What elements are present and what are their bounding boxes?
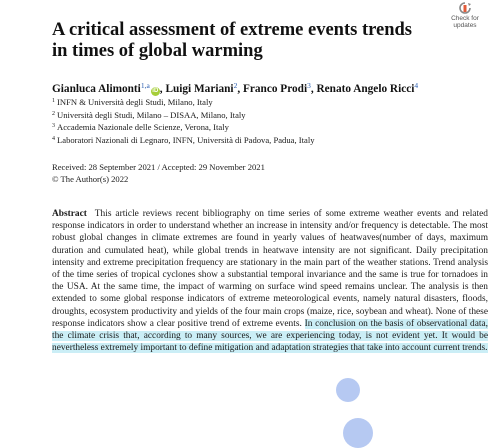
annotation-cursor-blob xyxy=(336,378,360,402)
affiliation-text: Università degli Studi, Milano – DISAA, Milano, Italy xyxy=(57,109,246,120)
affiliation-item xyxy=(52,121,315,134)
check-for-updates-badge[interactable] xyxy=(446,2,484,28)
affiliation-text: Laboratori Nazionali di Legnaro, INFN, Università di Padova, Padua, Italy xyxy=(57,134,315,145)
author-affil-ref[interactable]: 4 xyxy=(414,81,419,90)
abstract-highlighted-text[interactable]: In conclusion on the basis of observational data, the climate crisis that, according to many sources, we are experiencing today, is not evident yet. It would be nevertheless extremely important to define mitigation and adaptation strategies that take into account current trends. xyxy=(52,318,489,354)
orcid-icon[interactable]: iD xyxy=(152,88,159,94)
publication-dates xyxy=(52,162,265,185)
affiliation-item xyxy=(52,109,315,122)
affiliation-item xyxy=(52,96,315,109)
abstract-label: Abstract xyxy=(52,209,87,219)
author-name[interactable]: Renato Angelo Ricci xyxy=(316,83,415,95)
affiliation-list xyxy=(52,96,315,146)
paper-title: A critical assessment of extreme events trends in times of global warming xyxy=(52,20,412,61)
affiliation-number: 3 xyxy=(52,123,55,130)
author-name[interactable]: Gianluca Alimonti xyxy=(52,83,141,95)
author-affil-ref[interactable]: 3 xyxy=(307,81,311,90)
author-list: Gianluca Alimonti$^{1,a}$iD , Luigi Mariani$^2$, Franco Prodi$^3$, Renato Angelo Ricci$^4$ xyxy=(52,81,419,95)
received-accepted-dates: Received: 28 September 2021 / Accepted: 29 November 2021 xyxy=(52,162,265,172)
check-updates-icon xyxy=(458,2,472,14)
affiliation-number: 4 xyxy=(52,135,55,142)
author-affil-ref[interactable]: 1,a xyxy=(140,81,150,90)
check-updates-line2: updates xyxy=(453,22,477,29)
check-updates-line1: Check for xyxy=(451,15,479,22)
affiliation-text: Accademia Nazionale delle Scienze, Verona, Italy xyxy=(57,122,229,133)
author-name[interactable]: Franco Prodi xyxy=(242,83,308,95)
author-affil-ref[interactable]: 2 xyxy=(233,81,238,90)
affiliation-item xyxy=(52,134,315,147)
affiliation-number: 2 xyxy=(52,110,55,117)
annotation-cursor-blob xyxy=(343,418,373,448)
affiliation-number: 1 xyxy=(52,98,55,104)
abstract xyxy=(52,208,488,354)
author-name[interactable]: Luigi Mariani xyxy=(165,83,234,95)
copyright-line: © The Author(s) 2022 xyxy=(52,173,129,184)
affiliation-text: INFN & Università degli Studi, Milano, Italy xyxy=(57,97,213,107)
abstract-text: This article reviews recent bibliography on time series of some extreme weather events and related response indicators in order to understand whether an increase in intensity and/or frequency is detectable. The most robust global changes in climate extremes are found in yearly values of heatwaves(number of days, maximum duration and cumulated heat), while global trends in heatwave intensity are not significant. Daily precipitation intensity and extreme precipitation frequency are stationary in the main part of the weather stations. Trend analysis of the time series of tropical cyclones show a substantial temporal invariance and the same is true for tornadoes in the USA. At the same time, the impact of warming on surface wind speed remains unclear. The analysis is then extended to some global response indicators of extreme meteorological events, namely natural disasters, floods, droughts, ecosystem productivity and yields of the four main crops (maize, rice, soybean and wheat). None of these response indicators show a clear positive trend of extreme events. xyxy=(52,209,488,329)
